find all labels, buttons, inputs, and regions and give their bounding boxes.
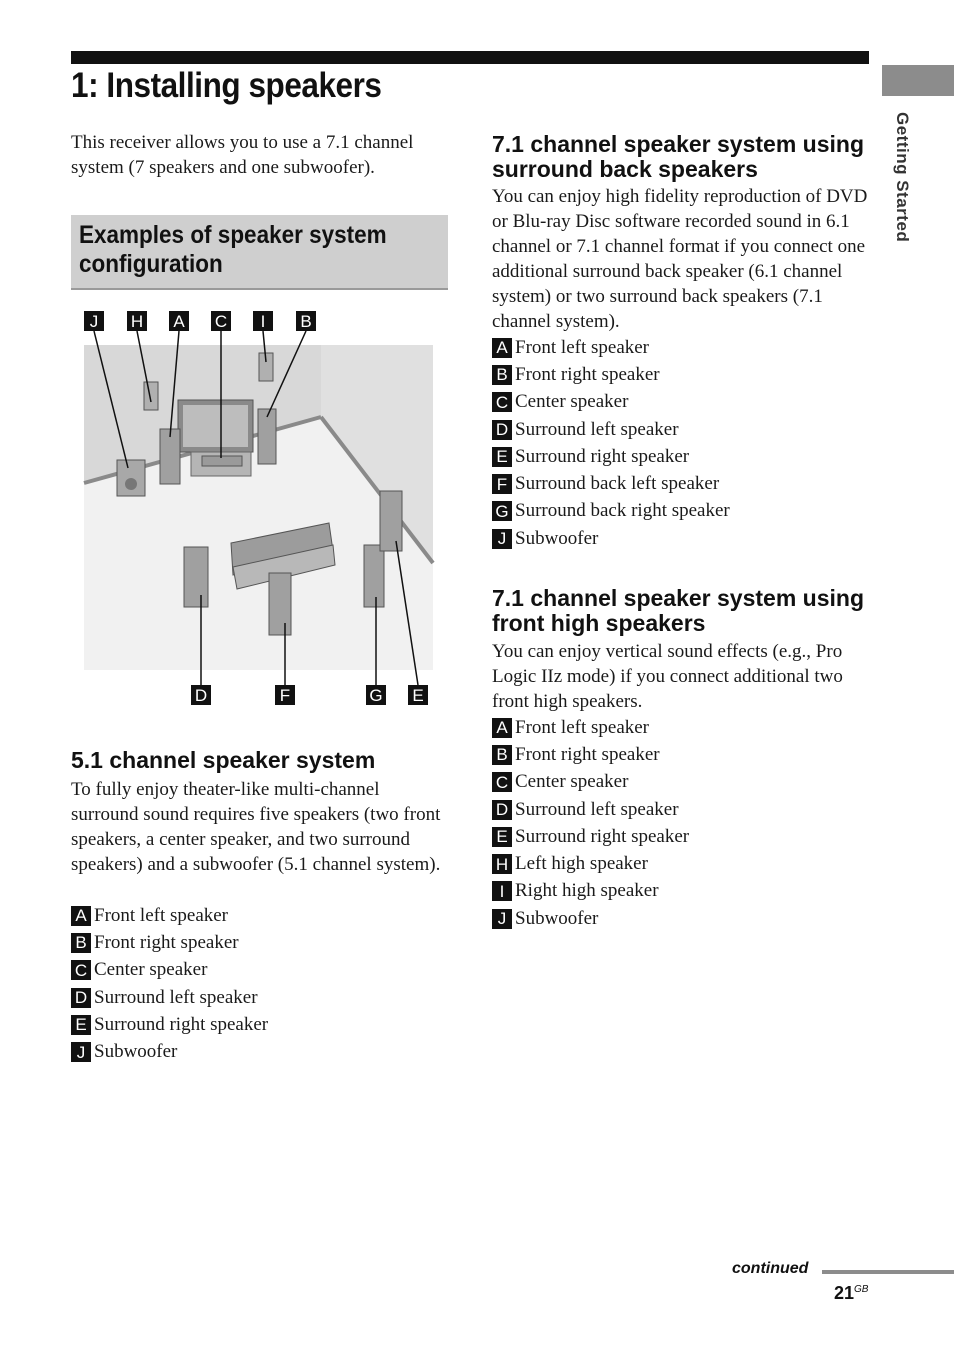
center-speaker	[202, 456, 242, 466]
list-item-label: Subwoofer	[94, 1041, 178, 1063]
letter-badge: A	[492, 338, 512, 358]
letter-badge: E	[71, 1015, 91, 1035]
figure-label-f	[275, 685, 295, 705]
page-number	[834, 1283, 868, 1304]
examples-heading: Examples of speaker system configuration	[79, 221, 387, 278]
list-item-label: Surround back left speaker	[515, 473, 720, 495]
list-item	[492, 334, 730, 361]
list-item	[492, 498, 730, 525]
letter-badge: C	[492, 392, 512, 412]
letter-badge: A	[492, 718, 512, 738]
letter-badge: J	[492, 909, 512, 929]
section-text-5-1: To fully enjoy theater-like multi-channel surround sound requires five speakers (two front speakers, a center speaker, and two surround speakers) and a subwoofer (5.1 channel system).	[71, 779, 441, 875]
list-item-label: Center speaker	[515, 771, 629, 793]
list-item-label: Right high speaker	[515, 880, 659, 902]
list-item-label: Front right speaker	[94, 931, 239, 953]
list-item	[492, 823, 689, 850]
svg-text:A: A	[173, 312, 185, 331]
list-item	[492, 796, 689, 823]
list-item	[71, 1038, 268, 1065]
list-item-label: Surround left speaker	[94, 986, 258, 1008]
list-item	[492, 741, 689, 768]
surround-back-left-speaker	[269, 573, 291, 635]
figure-label-e	[408, 685, 428, 705]
tv-screen	[183, 405, 248, 447]
section-heading-7-1-front-high: 7.1 channel speaker system using front high speakers	[492, 585, 865, 636]
speaker-list-5-1	[71, 902, 268, 1066]
page-title: 1: Installing speakers	[71, 66, 382, 105]
list-item-label: Surround right speaker	[94, 1013, 269, 1035]
figure-label-d	[191, 685, 211, 705]
letter-badge: J	[492, 529, 512, 549]
svg-text:B: B	[300, 312, 312, 331]
svg-text:F: F	[279, 686, 291, 705]
letter-badge: D	[492, 800, 512, 820]
letter-badge: C	[71, 960, 91, 980]
letter-badge: H	[492, 854, 512, 874]
svg-text:C: C	[214, 312, 228, 331]
svg-text:G: G	[369, 686, 383, 705]
section-heading-5-1: 5.1 channel speaker system	[71, 747, 376, 773]
section-heading-7-1-surround-back: 7.1 channel speaker system using surround back speakers	[492, 131, 865, 182]
surround-left-speaker	[184, 547, 208, 607]
front-right-speaker	[258, 409, 276, 464]
figure-label-g	[366, 685, 386, 705]
surround-back-right-speaker	[364, 545, 384, 607]
speaker-list-7-1-surround-back	[492, 334, 730, 552]
list-item-label: Center speaker	[94, 959, 208, 981]
intro-text: This receiver allows you to use a 7.1 channel system (7 speakers and one subwoofer).	[71, 132, 414, 178]
page-number-value: 21	[834, 1283, 855, 1303]
speaker-list-7-1-front-high	[492, 714, 689, 932]
list-item	[492, 850, 689, 877]
subwoofer-cone	[125, 478, 137, 490]
letter-badge: D	[71, 988, 91, 1008]
side-tab-label: Getting Started	[893, 112, 912, 243]
section-text-7-1-surround-back: You can enjoy high fidelity reproduction of DVD or Blu-ray Disc software recorded sound in 6.1 channel or 7.1 channel format if you connect one additional surround back speaker (6.1 channel system) or two surround back speakers (7.1 channel system).	[492, 186, 868, 332]
list-item	[492, 443, 730, 470]
side-tab-marker	[882, 65, 954, 96]
list-item-label: Surround right speaker	[515, 825, 690, 847]
list-item	[492, 416, 730, 443]
letter-badge: E	[492, 447, 512, 467]
list-item-label: Subwoofer	[515, 907, 599, 929]
left-high-speaker	[144, 382, 158, 410]
list-item-label: Surround left speaker	[515, 798, 679, 820]
list-item	[71, 902, 268, 929]
list-item	[71, 957, 268, 984]
list-item	[492, 470, 730, 497]
list-item	[492, 525, 730, 552]
letter-badge: J	[71, 1042, 91, 1062]
list-item-label: Left high speaker	[515, 853, 648, 875]
list-item	[492, 769, 689, 796]
svg-text:J: J	[89, 312, 99, 331]
letter-badge: C	[492, 772, 512, 792]
list-item	[492, 905, 689, 932]
continued-label: continued	[732, 1260, 809, 1277]
figure-label-c	[211, 311, 231, 331]
letter-badge: B	[71, 933, 91, 953]
list-item	[492, 389, 730, 416]
figure-label-b	[296, 311, 316, 331]
letter-badge: B	[492, 365, 512, 385]
list-item-label: Surround back right speaker	[515, 500, 730, 522]
speaker-layout-illustration	[71, 305, 451, 715]
letter-badge: F	[492, 474, 512, 494]
letter-badge: A	[71, 906, 91, 926]
list-item	[71, 984, 268, 1011]
list-item-label: Front left speaker	[94, 904, 229, 926]
list-item-label: Front right speaker	[515, 363, 660, 385]
list-item	[492, 714, 689, 741]
list-item-label: Subwoofer	[515, 527, 599, 549]
svg-text:D: D	[194, 686, 208, 705]
figure-label-h	[127, 311, 147, 331]
letter-badge: G	[492, 501, 512, 521]
list-item	[71, 1011, 268, 1038]
page-number-suffix: GB	[854, 1284, 869, 1295]
letter-badge: B	[492, 745, 512, 765]
letter-badge: E	[492, 827, 512, 847]
svg-text:E: E	[412, 686, 424, 705]
list-item-label: Front left speaker	[515, 336, 650, 358]
list-item	[492, 361, 730, 388]
svg-text:H: H	[130, 312, 144, 331]
list-item-label: Surround right speaker	[515, 445, 690, 467]
list-item	[71, 929, 268, 956]
top-rule	[71, 51, 869, 64]
continued-bar	[822, 1270, 954, 1274]
list-item	[492, 878, 689, 905]
letter-badge: I	[492, 881, 512, 901]
figure-label-a	[169, 311, 189, 331]
figure-label-i	[253, 311, 273, 331]
list-item-label: Front right speaker	[515, 743, 660, 765]
examples-heading-box	[71, 215, 448, 290]
figure-label-j	[84, 311, 104, 331]
list-item-label: Front left speaker	[515, 716, 650, 738]
front-left-speaker	[160, 429, 180, 484]
letter-badge: D	[492, 420, 512, 440]
svg-text:I: I	[260, 312, 266, 331]
section-text-7-1-front-high: You can enjoy vertical sound effects (e.g., Pro Logic IIz mode) if you connect additional two front high speakers.	[492, 641, 843, 712]
surround-right-speaker	[380, 491, 402, 551]
list-item-label: Surround left speaker	[515, 418, 679, 440]
list-item-label: Center speaker	[515, 391, 629, 413]
